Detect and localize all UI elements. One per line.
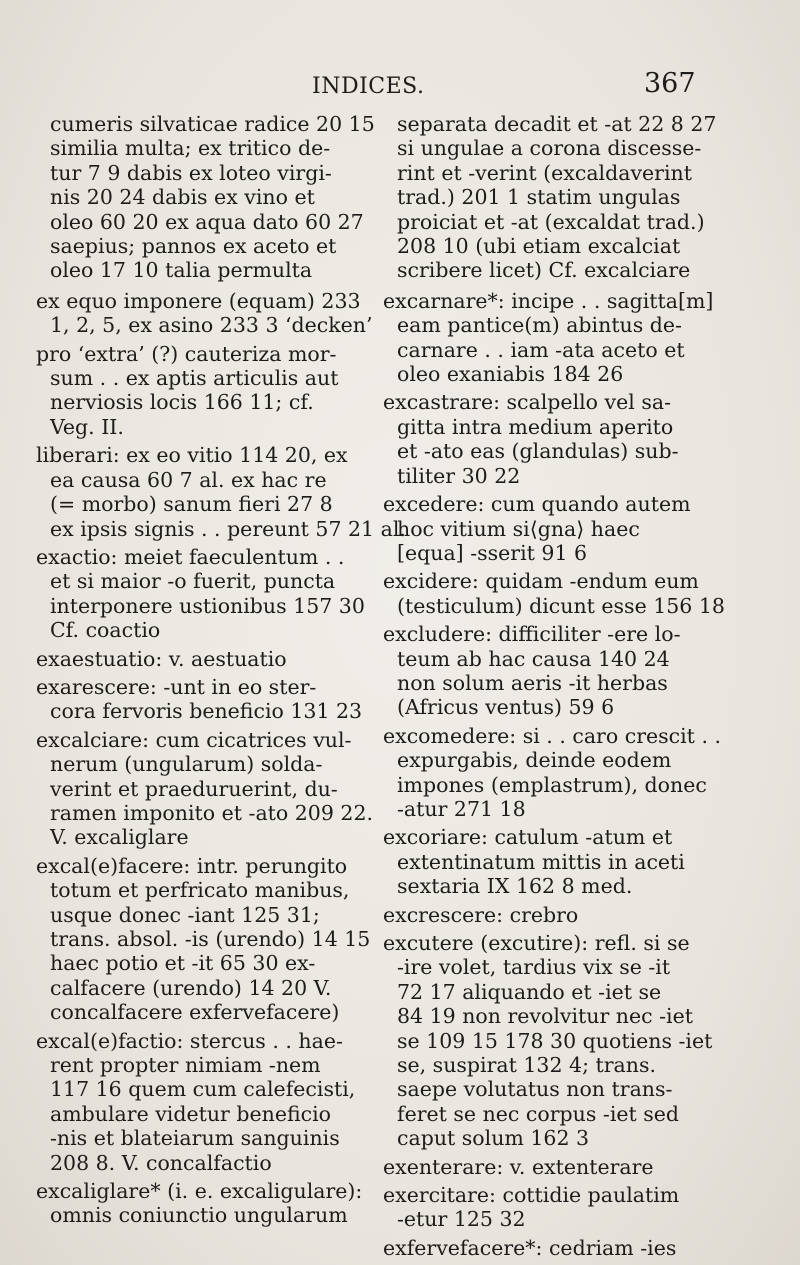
entry-line: expurgabis, deinde eodem bbox=[397, 748, 672, 773]
entry-line: si ungulae a corona discesse- bbox=[397, 136, 702, 161]
entry-line: interponere ustionibus 157 30 bbox=[50, 593, 365, 618]
entry-line: 84 19 non revolvitur nec -iet bbox=[397, 1004, 693, 1029]
entry-line: nerviosis locis 166 11; cf. bbox=[50, 390, 314, 415]
entry-line: 117 16 quem cum calefecisti, bbox=[50, 1077, 356, 1102]
entry-line: haec potio et -it 65 30 ex- bbox=[50, 951, 316, 976]
left-column bbox=[36, 112, 406, 1232]
entry-line: exercitare: cottidie paulatim bbox=[383, 1183, 680, 1208]
entry-line: (testiculum) dicunt esse 156 18 bbox=[397, 593, 725, 618]
index-entry bbox=[36, 674, 363, 724]
entry-line: excomedere: si . . caro crescit . . bbox=[383, 723, 721, 748]
entry-line: ea causa 60 7 al. ex hac re bbox=[50, 467, 327, 492]
entry-line: exfervefacere*: cedriam -ies bbox=[383, 1235, 677, 1260]
index-entry bbox=[383, 390, 703, 488]
entry-line: oleo exaniabis 184 26 bbox=[397, 362, 624, 387]
entry-line: -ire volet, tardius vix se -it bbox=[397, 955, 671, 980]
page-number: 367 bbox=[644, 68, 696, 99]
entry-line: scribere licet) Cf. excalciare bbox=[397, 258, 691, 283]
entry-line: caput solum 162 3 bbox=[397, 1126, 590, 1151]
entry-line: excedere: cum quando autem bbox=[383, 492, 691, 517]
entry-line: rent propter nimiam -nem bbox=[50, 1053, 321, 1078]
index-entry bbox=[383, 622, 703, 720]
entry-line: liberari: ex eo vitio 114 20, ex bbox=[36, 443, 348, 468]
entry-line: non solum aeris -it herbas bbox=[397, 670, 668, 695]
index-entry bbox=[36, 1179, 363, 1228]
entry-line: et si maior -o fuerit, puncta bbox=[50, 569, 336, 594]
entry-line: omnis coniunctio ungularum bbox=[50, 1203, 348, 1228]
entry-line: saepius; pannos ex aceto et bbox=[50, 234, 337, 259]
entry-line: ramen imponito et -ato 209 22. bbox=[50, 800, 374, 825]
entry-line: Veg. II. bbox=[50, 414, 124, 439]
entry-line: et -ato eas (glandulas) sub- bbox=[397, 439, 679, 464]
index-entry bbox=[383, 288, 714, 387]
index-entry bbox=[383, 825, 703, 898]
index-entry bbox=[383, 569, 725, 618]
entry-line: feret se nec corpus -iet sed bbox=[397, 1101, 680, 1126]
entry-line: 72 17 aliquando et -iet se bbox=[397, 979, 662, 1004]
entry-line: excutere (excutire): refl. si se bbox=[383, 931, 690, 955]
entry-line: Cf. coactio bbox=[50, 618, 161, 643]
index-entry bbox=[36, 1029, 358, 1175]
index-entry bbox=[36, 544, 365, 643]
entry-line: gitta intra medium aperito bbox=[397, 414, 674, 439]
index-entry-continuation bbox=[383, 112, 717, 283]
entry-line: concalfacere exfervefacere) bbox=[50, 1000, 340, 1025]
entry-line: nis 20 24 dabis ex vino et bbox=[50, 185, 315, 210]
entry-line: (= morbo) sanum fieri 27 8 bbox=[50, 492, 333, 517]
index-entry bbox=[383, 1236, 703, 1260]
entry-line: -nis et blateiarum sanguinis bbox=[50, 1126, 340, 1151]
entry-line: similia multa; ex tritico de- bbox=[50, 136, 331, 161]
entry-line: sextaria IX 162 8 med. bbox=[397, 874, 633, 899]
entry-line: se, suspirat 132 4; trans. bbox=[397, 1053, 656, 1078]
index-entry bbox=[383, 723, 721, 822]
entry-line: excrescere: crebro bbox=[383, 902, 579, 927]
entry-line: exactio: meiet faeculentum . . bbox=[36, 544, 345, 569]
entry-line: sum . . ex aptis articulis aut bbox=[50, 366, 339, 391]
entry-line: totum et perfricato manibus, bbox=[50, 878, 350, 903]
index-entry bbox=[36, 288, 373, 338]
entry-line: exaestuatio: v. aestuatio bbox=[36, 646, 287, 671]
entry-line: ambulare videtur beneficio bbox=[50, 1101, 332, 1126]
entry-line: excarnare*: incipe . . sagitta[m] bbox=[383, 288, 714, 313]
entry-line: excastrare: scalpello vel sa- bbox=[383, 390, 671, 415]
entry-line: verint et praeduruerint, du- bbox=[50, 776, 338, 801]
right-column bbox=[383, 112, 725, 1264]
page-header bbox=[0, 68, 800, 108]
entry-line: trad.) 201 1 statim ungulas bbox=[397, 185, 681, 210]
entry-line: V. excaliglare bbox=[50, 825, 189, 850]
entry-line: ex ipsis signis . . pereunt 57 21 al. bbox=[50, 516, 406, 541]
entry-line: [equa] -sserit 91 6 bbox=[397, 540, 588, 565]
entry-line: excaliglare* (i. e. excaligulare): bbox=[36, 1179, 363, 1204]
entry-line: 208 8. V. concalfactio bbox=[50, 1150, 272, 1175]
entry-line: excalciare: cum cicatrices vul- bbox=[36, 727, 352, 752]
entry-line: impones (emplastrum), donec bbox=[397, 772, 707, 797]
entry-line: calfacere (urendo) 14 20 V. bbox=[50, 975, 332, 1000]
entry-line: carnare . . iam -ata aceto et bbox=[397, 337, 685, 362]
entry-line: se 109 15 178 30 quotiens -iet bbox=[397, 1028, 713, 1053]
entry-line: proiciat et -at (excaldat trad.) bbox=[397, 209, 705, 234]
entry-line: rint et -verint (excaldaverint bbox=[397, 160, 692, 185]
entry-line: trans. absol. -is (urendo) 14 15 bbox=[50, 927, 371, 951]
entry-line: -etur 125 32 bbox=[397, 1207, 526, 1232]
entry-line: excal(e)facere: intr. perungito bbox=[36, 853, 348, 878]
entry-line: saepe volutatus non trans- bbox=[397, 1077, 673, 1102]
entry-line: -atur 271 18 bbox=[397, 796, 526, 821]
entry-line: separata decadit et -at 22 8 27 bbox=[397, 112, 717, 136]
entry-line: excludere: difficiliter -ere lo- bbox=[383, 622, 681, 647]
entry-line: excoriare: catulum -atum et bbox=[383, 825, 673, 850]
index-entry bbox=[383, 903, 703, 927]
entry-line: 208 10 (ubi etiam excalciat bbox=[397, 234, 681, 259]
running-title: INDICES. bbox=[312, 74, 425, 99]
index-entry bbox=[383, 1183, 703, 1232]
entry-line: excidere: quidam -endum eum bbox=[383, 569, 699, 594]
index-entry bbox=[383, 931, 713, 1151]
entry-line: (Africus ventus) 59 6 bbox=[397, 695, 615, 720]
entry-line: exenterare: v. extenterare bbox=[383, 1154, 654, 1179]
entry-line: ex equo imponere (equam) 233 bbox=[36, 288, 361, 313]
index-entry-continuation bbox=[36, 112, 375, 283]
entry-line: pro ‘extra’ (?) cauteriza mor- bbox=[36, 341, 337, 366]
index-entry bbox=[36, 727, 374, 850]
index-entry bbox=[36, 853, 371, 1025]
entry-line: usque donec -iant 125 31; bbox=[50, 902, 320, 927]
entry-line: 1, 2, 5, ex asino 233 3 ‘decken’ bbox=[50, 313, 373, 338]
entry-line: tur 7 9 dabis ex loteo virgi- bbox=[50, 160, 332, 185]
entry-line: tiliter 30 22 bbox=[397, 463, 521, 488]
index-entry bbox=[383, 492, 703, 565]
index-entry bbox=[36, 342, 358, 440]
entry-line: cora fervoris beneficio 131 23 bbox=[50, 699, 363, 724]
index-entry bbox=[383, 1155, 703, 1179]
entry-line: exarescere: -unt in eo ster- bbox=[36, 674, 317, 699]
index-entry bbox=[36, 443, 406, 541]
index-entry bbox=[36, 647, 358, 671]
entry-line: nerum (ungularum) solda- bbox=[50, 752, 323, 777]
entry-line: hoc vitium si⟨gna⟩ haec bbox=[397, 516, 640, 541]
entry-line: excal(e)factio: stercus . . hae- bbox=[36, 1028, 343, 1053]
entry-line: teum ab hac causa 140 24 bbox=[397, 646, 670, 671]
entry-line: extentinatum mittis in aceti bbox=[397, 849, 685, 874]
entry-line: eam pantice(m) abintus de- bbox=[397, 313, 682, 338]
entry-line: oleo 17 10 talia permulta bbox=[50, 258, 313, 283]
entry-line: oleo 60 20 ex aqua dato 60 27 bbox=[50, 209, 364, 234]
entry-line: cumeris silvaticae radice 20 15 bbox=[50, 112, 375, 136]
